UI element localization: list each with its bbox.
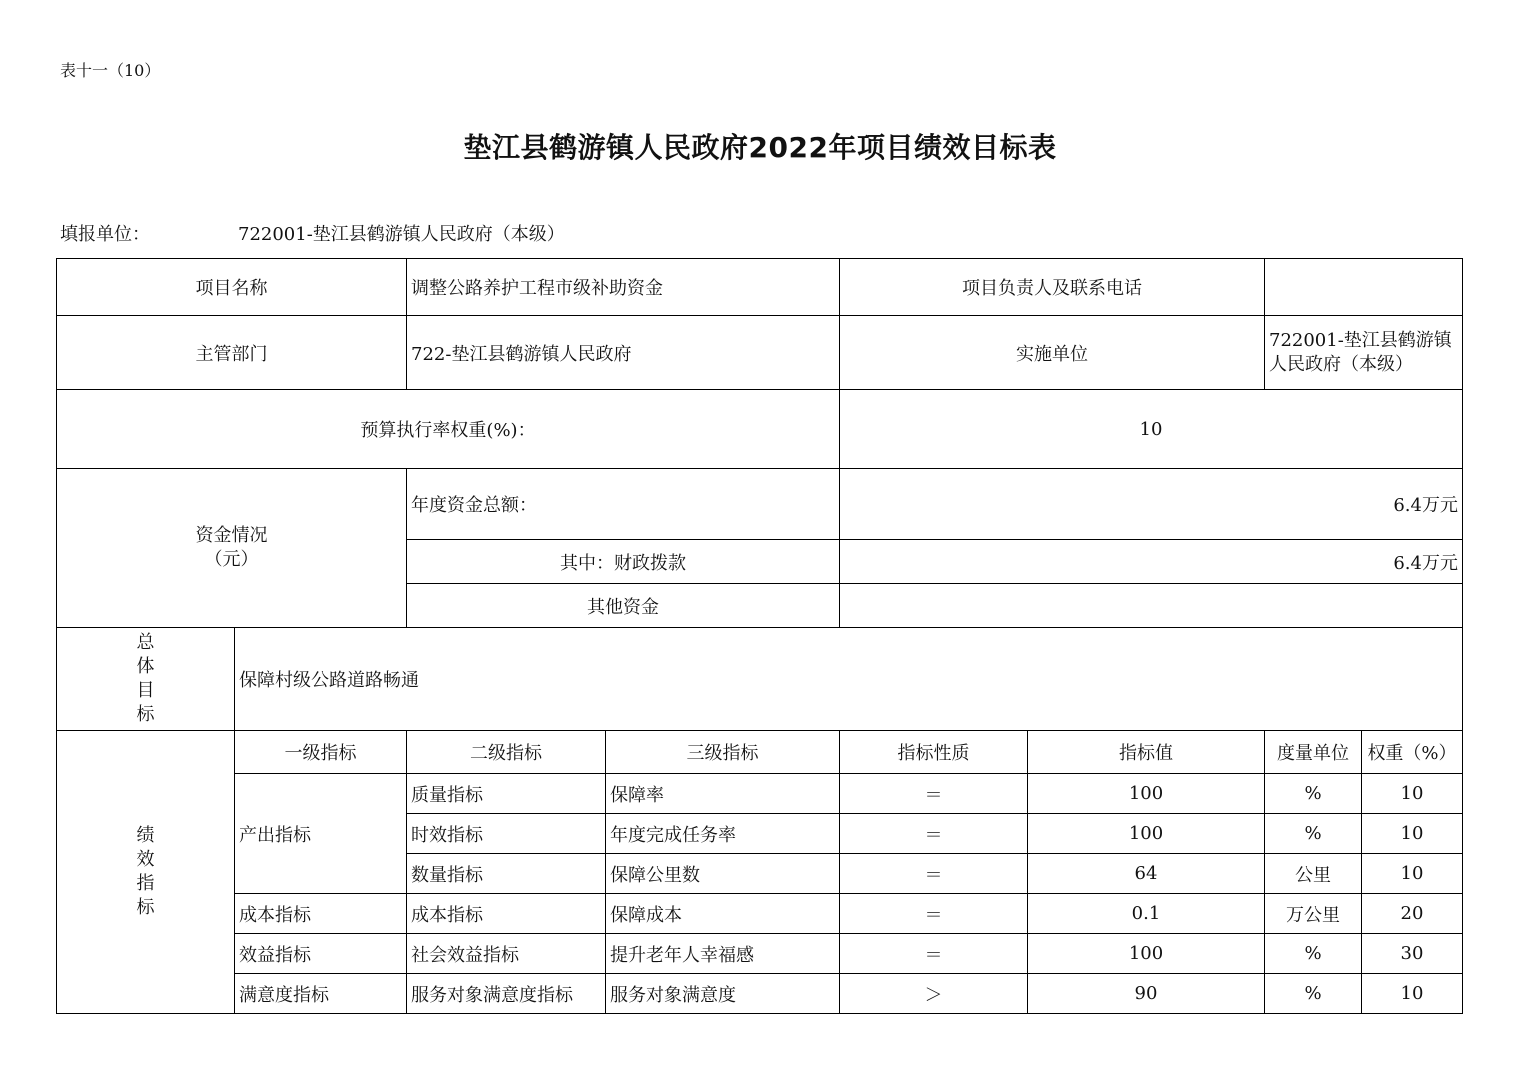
reporting-unit-value: 722001-垫江县鹤游镇人民政府（本级） <box>238 224 565 245</box>
nature-cell: ＝ <box>840 934 1028 974</box>
level1-cell: 成本指标 <box>235 894 407 934</box>
funds-label <box>57 469 407 628</box>
table-row <box>57 774 1463 814</box>
indicators-label-char: 绩 <box>136 825 155 846</box>
level1-cell: 效益指标 <box>235 934 407 974</box>
header-level3: 三级指标 <box>606 731 840 774</box>
nature-cell: ＝ <box>840 814 1028 854</box>
level2-cell: 数量指标 <box>407 854 606 894</box>
header-level1: 一级指标 <box>235 731 407 774</box>
overall-goal-value: 保障村级公路道路畅通 <box>235 628 1463 731</box>
unit-cell: % <box>1265 934 1362 974</box>
goal-label-char: 目 <box>136 680 155 701</box>
level3-cell: 提升老年人幸福感 <box>606 934 840 974</box>
table-row <box>57 934 1463 974</box>
level3-cell: 保障成本 <box>606 894 840 934</box>
weight-cell: 30 <box>1362 934 1463 974</box>
indicators-label-char: 标 <box>136 897 155 918</box>
funds-fiscal-label: 其中：财政拨款 <box>407 540 840 584</box>
weight-cell: 10 <box>1362 854 1463 894</box>
value-cell: 64 <box>1028 854 1265 894</box>
goal-label-char: 标 <box>136 704 155 725</box>
budget-rate-label: 预算执行率权重(%)： <box>57 390 840 469</box>
dept-label: 主管部门 <box>57 316 407 390</box>
value-cell: 90 <box>1028 974 1265 1014</box>
table-number-label: 表十一（10） <box>60 61 161 80</box>
overall-goal-row <box>57 628 1463 731</box>
level2-cell: 服务对象满意度指标 <box>407 974 606 1014</box>
project-name-label: 项目名称 <box>57 259 407 316</box>
weight-cell: 10 <box>1362 974 1463 1014</box>
indicators-label-char: 效 <box>136 849 155 870</box>
funds-other-value <box>840 584 1463 628</box>
level3-cell: 年度完成任务率 <box>606 814 840 854</box>
project-name-value: 调整公路养护工程市级补助资金 <box>407 259 840 316</box>
nature-cell: ＝ <box>840 774 1028 814</box>
page-title: 垫江县鹤游镇人民政府2022年项目绩效目标表 <box>463 131 1057 164</box>
budget-rate-value: 10 <box>840 390 1463 469</box>
level3-cell: 服务对象满意度 <box>606 974 840 1014</box>
unit-cell: 万公里 <box>1265 894 1362 934</box>
funds-total-row <box>57 469 1463 540</box>
goal-label-char: 总 <box>136 632 155 653</box>
funds-label-line2: （元） <box>204 549 259 570</box>
level3-cell: 保障率 <box>606 774 840 814</box>
unit-cell: % <box>1265 774 1362 814</box>
funds-total-value: 6.4万元 <box>840 469 1463 540</box>
contact-label: 项目负责人及联系电话 <box>840 259 1265 316</box>
weight-cell: 10 <box>1362 814 1463 854</box>
budget-rate-row <box>57 390 1463 469</box>
impl-unit-value: 722001-垫江县鹤游镇人民政府（本级） <box>1265 316 1463 390</box>
contact-value <box>1265 259 1463 316</box>
table-row <box>57 894 1463 934</box>
value-cell: 100 <box>1028 934 1265 974</box>
header-level2: 二级指标 <box>407 731 606 774</box>
level2-cell: 质量指标 <box>407 774 606 814</box>
value-cell: 100 <box>1028 814 1265 854</box>
funds-total-label: 年度资金总额： <box>407 469 840 540</box>
header-nature: 指标性质 <box>840 731 1028 774</box>
unit-cell: 公里 <box>1265 854 1362 894</box>
impl-unit-label: 实施单位 <box>840 316 1265 390</box>
department-row <box>57 316 1463 390</box>
level2-cell: 社会效益指标 <box>407 934 606 974</box>
funds-other-label: 其他资金 <box>407 584 840 628</box>
value-cell: 100 <box>1028 774 1265 814</box>
weight-cell: 10 <box>1362 774 1463 814</box>
indicator-header-row <box>57 731 1463 774</box>
nature-cell: ＞ <box>840 974 1028 1014</box>
table-row <box>57 974 1463 1014</box>
reporting-unit-label: 填报单位： <box>60 224 150 245</box>
header-unit: 度量单位 <box>1265 731 1362 774</box>
funds-fiscal-value: 6.4万元 <box>840 540 1463 584</box>
nature-cell: ＝ <box>840 854 1028 894</box>
goal-label-char: 体 <box>136 656 155 677</box>
header-weight: 权重（%） <box>1362 731 1463 774</box>
unit-cell: % <box>1265 974 1362 1014</box>
overall-goal-label <box>57 628 235 731</box>
funds-label-line1: 资金情况 <box>195 525 268 546</box>
level3-cell: 保障公里数 <box>606 854 840 894</box>
weight-cell: 20 <box>1362 894 1463 934</box>
level1-cell: 产出指标 <box>235 774 407 894</box>
indicators-label <box>57 731 235 1014</box>
level2-cell: 时效指标 <box>407 814 606 854</box>
level2-cell: 成本指标 <box>407 894 606 934</box>
header-value: 指标值 <box>1028 731 1265 774</box>
value-cell: 0.1 <box>1028 894 1265 934</box>
performance-target-table <box>56 258 1463 1014</box>
level1-cell: 满意度指标 <box>235 974 407 1014</box>
unit-cell: % <box>1265 814 1362 854</box>
project-name-row <box>57 259 1463 316</box>
nature-cell: ＝ <box>840 894 1028 934</box>
dept-value: 722-垫江县鹤游镇人民政府 <box>407 316 840 390</box>
indicators-label-char: 指 <box>136 873 155 894</box>
